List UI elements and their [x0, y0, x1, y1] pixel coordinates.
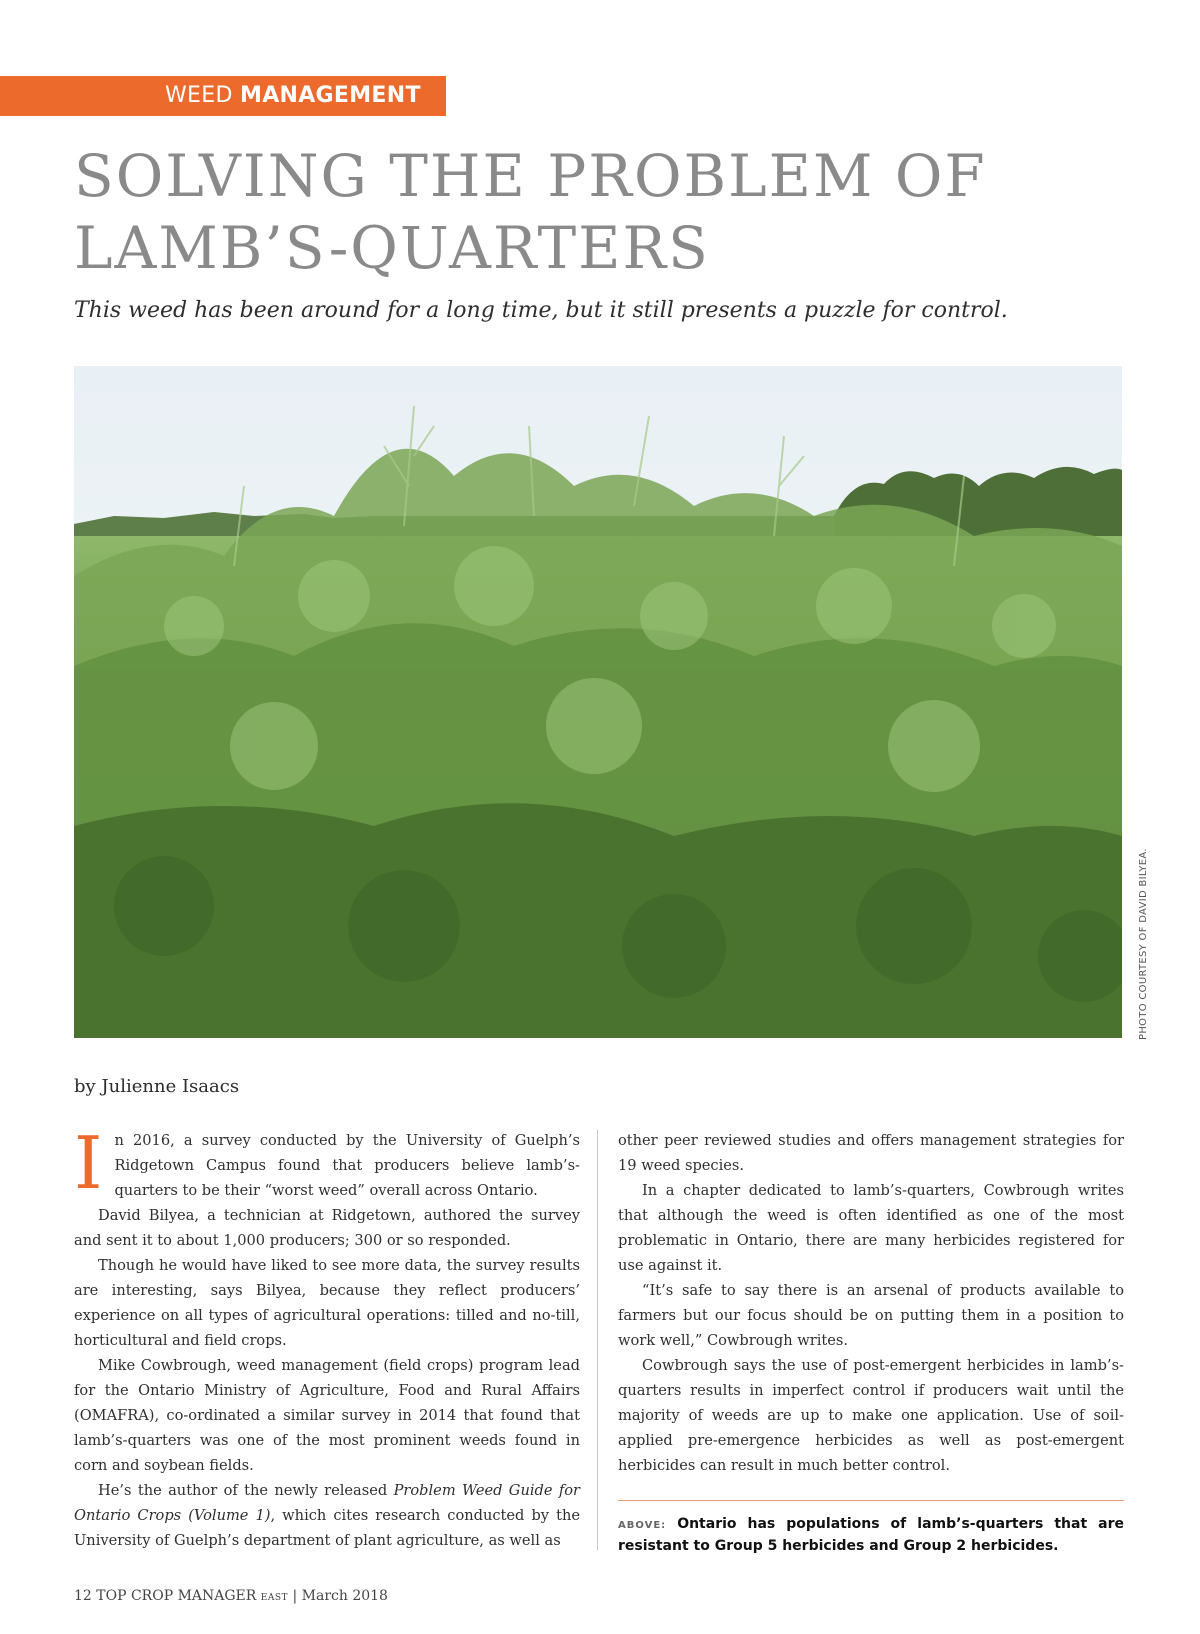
section-tag: [0, 76, 446, 116]
photo-credit: PHOTO COURTESY OF DAVID BILYEA.: [1138, 848, 1149, 1040]
article-column-left: [74, 1121, 581, 1553]
paragraph-text: n 2016, a survey conducted by the University of Guelph’s Ridgetown Campus found that producers believe lamb’s-quarters to be their “worst weed” overall across Ontario.: [114, 1132, 580, 1199]
paragraph-text: , which cites research conducted by the University of Guelph’s department of plant agriculture, as well as: [74, 1507, 580, 1549]
drop-cap: I: [74, 1121, 103, 1205]
section-tag-bold: MANAGEMENT: [240, 83, 421, 108]
footer-separator: |: [292, 1588, 298, 1604]
title-line-1: SOLVING THE PROBLEM OF: [74, 142, 987, 210]
book-title: Problem Weed Guide for Ontario Crops (Volume 1): [74, 1482, 581, 1524]
paragraph: other peer reviewed studies and offers management strategies for 19 weed species.: [618, 1132, 1124, 1174]
photo-caption: [618, 1514, 1124, 1556]
caption-text: Ontario has populations of lamb’s-quarters that are resistant to Group 5 herbicides and Group 2 herbicides.: [618, 1516, 1125, 1554]
lambs-quarters-photo: [74, 366, 1122, 1038]
paragraph: David Bilyea, a technician at Ridgetown, authored the survey and sent it to about 1,000 producers; 300 or so responded.: [74, 1207, 580, 1249]
issue-date: March 2018: [301, 1588, 388, 1604]
paragraph-text: He’s the author of the newly released: [98, 1482, 394, 1499]
paragraph: Though he would have liked to see more data, the survey results are interesting, says Bilyea, because they reflect producers’ experience on all types of agricultural operations: tilled and no-till, horticultural and field crops.: [74, 1257, 580, 1349]
paragraph: [74, 1121, 580, 1205]
page-footer: [74, 1588, 388, 1604]
magazine-name: TOP CROP MANAGER: [96, 1588, 257, 1604]
caption-rule: [618, 1500, 1124, 1501]
article-dek: This weed has been around for a long time, but it still presents a puzzle for control.: [74, 298, 1008, 323]
caption-label: ABOVE:: [618, 1520, 667, 1531]
paragraph: [74, 1478, 580, 1553]
title-line-2: LAMB’S-QUARTERS: [74, 214, 710, 282]
edition: EAST: [260, 1593, 289, 1603]
paragraph: Cowbrough says the use of post-emergent herbicides in lamb’s-quarters results in imperfect control if producers wait until the majority of weeds are up to make one application. Use of soil-applied pre-emergence herbicides as well as post-emergent herbicides can result in much better control.: [618, 1357, 1124, 1474]
paragraph: Mike Cowbrough, weed management (field crops) program lead for the Ontario Ministry of Agriculture, Food and Rural Affairs (OMAFRA), co-ordinated a similar survey in 2014 that found that lamb’s-quarters was one of the most prominent weeds found in corn and soybean fields.: [74, 1357, 580, 1474]
page-number: 12: [74, 1588, 92, 1604]
paragraph: “It’s safe to say there is an arsenal of products available to farmers but our focus should be on putting them in a position to work well,” Cowbrough writes.: [618, 1282, 1124, 1349]
article-title: [74, 140, 1134, 284]
section-tag-light: WEED: [165, 83, 233, 108]
paragraph: In a chapter dedicated to lamb’s-quarters, Cowbrough writes that although the weed is often identified as one of the most problematic in Ontario, there are many herbicides registered for use against it.: [618, 1182, 1124, 1274]
article-column-right: [618, 1128, 1124, 1478]
byline: by Julienne Isaacs: [74, 1076, 240, 1097]
column-divider: [597, 1130, 598, 1550]
